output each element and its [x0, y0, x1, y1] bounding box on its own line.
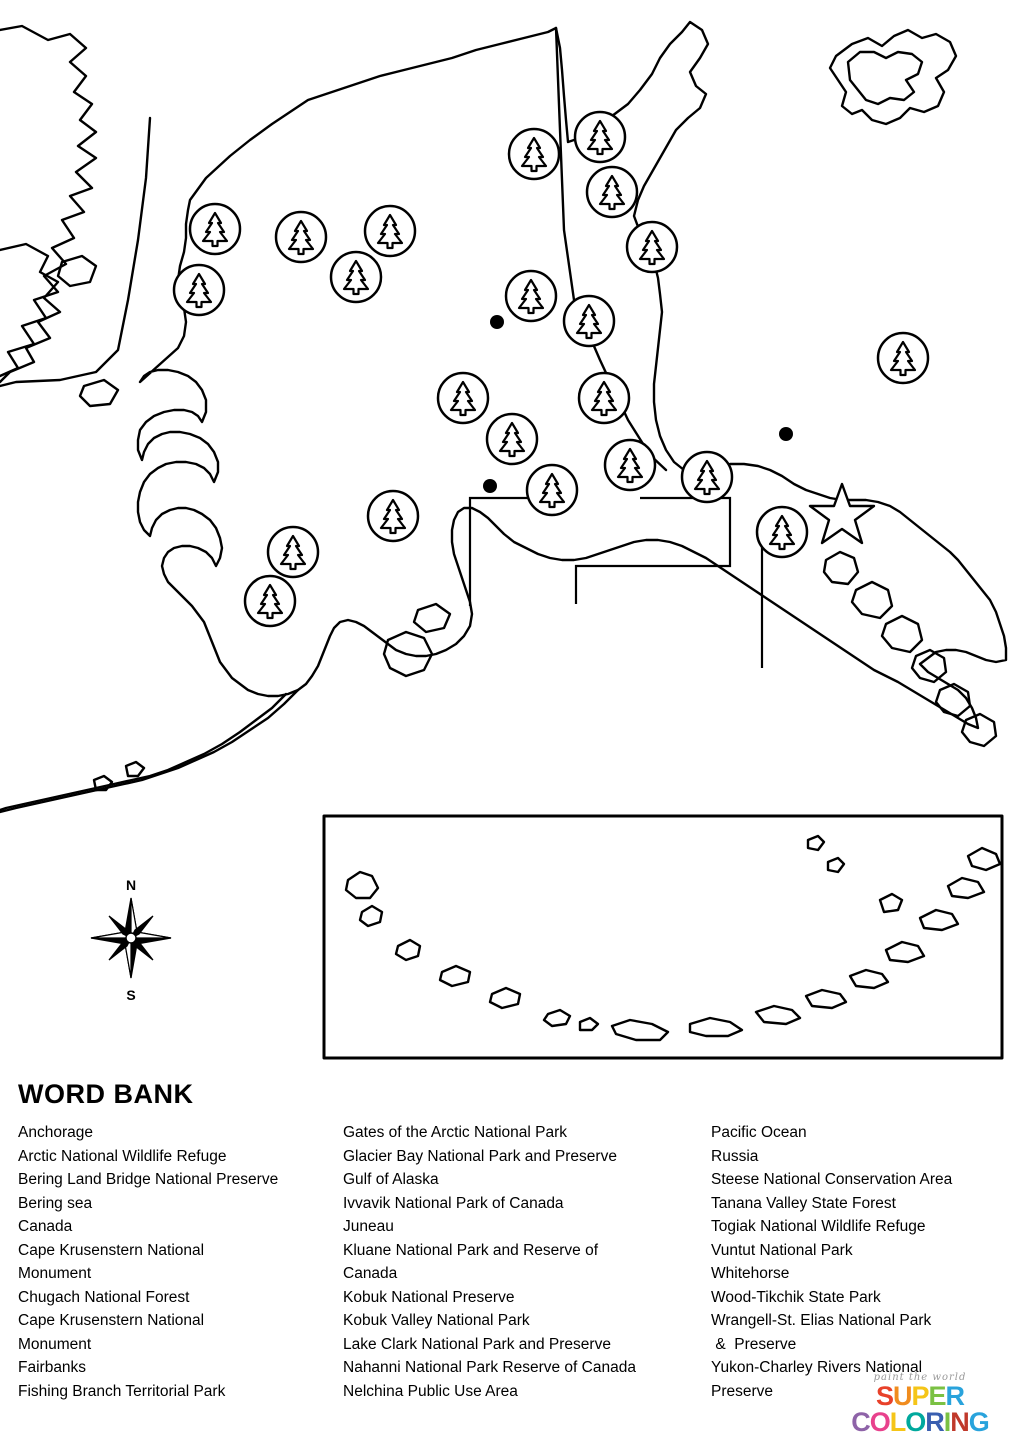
word-bank-item: Nahanni National Park Reserve of Canada	[343, 1359, 636, 1376]
word-bank-item: Fairbanks	[18, 1359, 87, 1376]
pine-tree-markers	[174, 112, 928, 626]
svg-text:S: S	[126, 987, 136, 1003]
word-bank-item: Preserve	[711, 1382, 774, 1400]
word-bank-item: Wrangell-St. Elias National Park	[711, 1312, 932, 1329]
word-bank-title: WORD BANK	[18, 1079, 194, 1109]
word-bank-item: Bering Land Bridge National Preserve	[18, 1171, 279, 1188]
supercoloring-watermark	[830, 1372, 1010, 1437]
compass-rose	[91, 877, 171, 1003]
word-bank-item: Wood-Tikchik State Park	[711, 1288, 881, 1306]
word-bank-item: Togiak National Wildlife Refuge	[711, 1218, 926, 1235]
word-bank-item: Pacific Ocean	[711, 1124, 807, 1141]
word-bank-item: Fishing Branch Territorial Park	[18, 1382, 226, 1400]
word-bank-item: & Preserve	[711, 1335, 797, 1353]
word-bank-columns	[18, 1121, 1008, 1403]
word-bank-item: Monument	[18, 1335, 92, 1353]
word-bank-item: Juneau	[343, 1218, 394, 1235]
word-bank-item: Glacier Bay National Park and Preserve	[343, 1147, 617, 1165]
word-bank-item: Arctic National Wildlife Refuge	[18, 1147, 227, 1165]
word-bank-column-2	[343, 1121, 711, 1403]
word-bank-item: Gates of the Arctic National Park	[343, 1124, 567, 1141]
word-bank-item: Russia	[711, 1147, 759, 1165]
word-bank-item: Kobuk National Preserve	[343, 1288, 515, 1306]
word-bank-item: Cape Krusenstern National	[18, 1241, 205, 1259]
word-bank-item: Lake Clark National Park and Preserve	[343, 1335, 611, 1353]
word-bank-item: Chugach National Forest	[18, 1288, 190, 1306]
word-bank-item: Gulf of Alaska	[343, 1171, 439, 1188]
word-bank-item: Kobuk Valley National Park	[343, 1312, 530, 1329]
word-bank-item: Vuntut National Park	[711, 1241, 853, 1259]
word-bank-column-3	[711, 1121, 1008, 1403]
word-bank-section	[0, 1075, 1020, 1440]
word-bank-item: Bering sea	[18, 1194, 93, 1212]
word-bank-item: Ivvavik National Park of Canada	[343, 1194, 564, 1212]
word-bank-item: Anchorage	[18, 1124, 93, 1141]
word-bank-item: Kluane National Park and Reserve of	[343, 1241, 599, 1259]
word-bank-item: Steese National Conservation Area	[711, 1171, 953, 1188]
svg-text:N: N	[125, 877, 137, 893]
word-bank-item: Whitehorse	[711, 1265, 790, 1282]
watermark-brand-line-1: SUPER	[875, 1381, 965, 1411]
word-bank-item: Canada	[18, 1218, 73, 1235]
word-bank-item: Nelchina Public Use Area	[343, 1382, 518, 1400]
capital-star-marker	[810, 484, 874, 543]
word-bank-item: Cape Krusenstern National	[18, 1312, 205, 1329]
word-bank-item: Canada	[343, 1265, 398, 1282]
word-bank-item: Monument	[18, 1265, 92, 1282]
watermark-brand-line-2: COLORING	[851, 1407, 989, 1437]
word-bank-column-1	[18, 1121, 343, 1403]
word-bank-item: Tanana Valley State Forest	[711, 1194, 896, 1212]
watermark-tagline: paint the world	[873, 1372, 967, 1383]
word-bank-item: Yukon-Charley Rivers National	[711, 1359, 923, 1376]
